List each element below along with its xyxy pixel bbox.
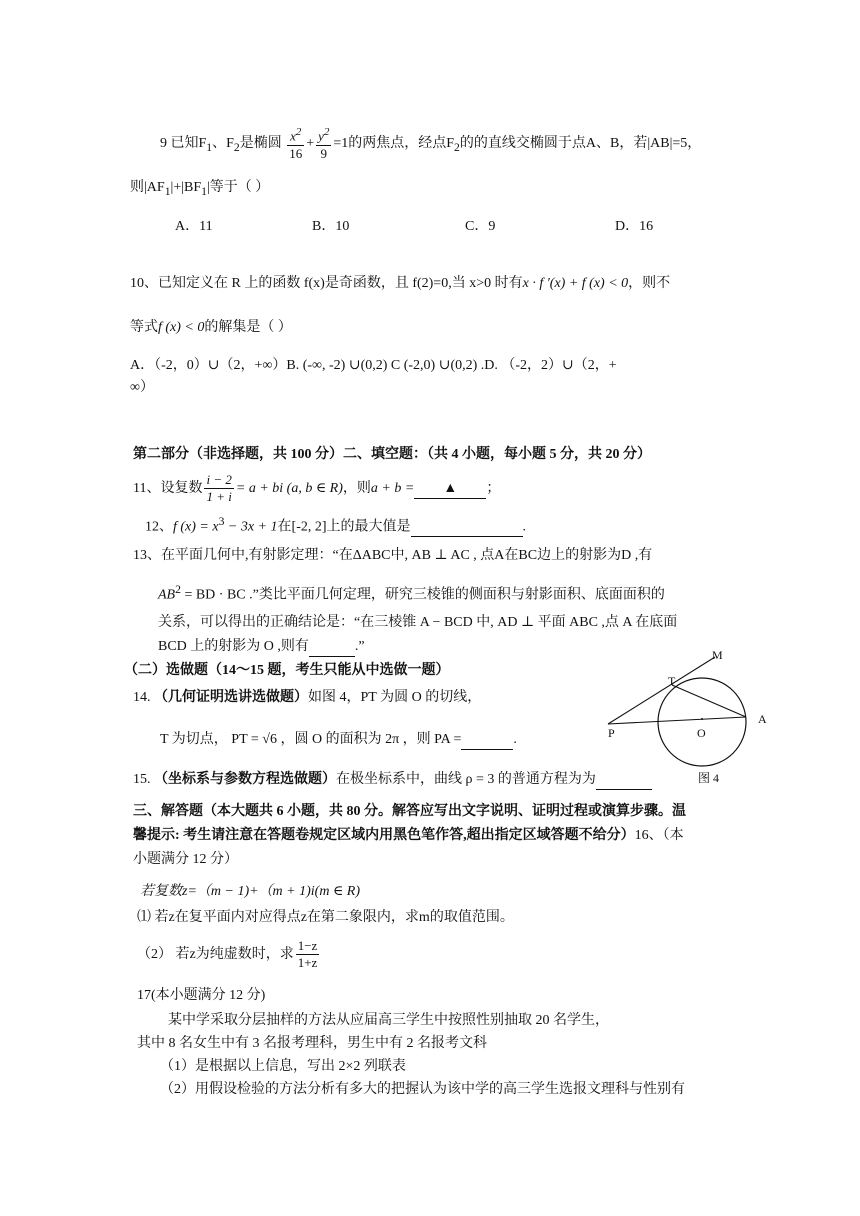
- q9-frac2-num: y: [318, 128, 324, 144]
- figure-label-a: A: [758, 712, 767, 726]
- q14-line2: [160, 732, 517, 750]
- q14-line2-a: T 为切点， PT = √6 ，圆 O 的面积为 2π ，则 PA =: [160, 732, 462, 747]
- figure-label-m: M: [712, 648, 723, 662]
- q9-line2-b: |+|BF: [170, 180, 202, 195]
- q9-sub-2: 2: [233, 140, 240, 154]
- q17-line1: 17(本小题满分 12 分): [137, 988, 266, 1003]
- q14-tag: （几何证明选讲选做题）: [154, 690, 308, 705]
- q11-expr: a + b =: [370, 480, 415, 496]
- q10-line2-a: 等式: [130, 320, 158, 335]
- q9-line1: [160, 126, 701, 162]
- q12-line: [145, 515, 526, 537]
- q10-inequality: x · f ′(x) + f (x) < 0: [522, 276, 629, 291]
- q13-line1: 13、在平面几何中,有射影定理：“在ΔABC中, AB ⊥ AC , 点A在BC边上的射影为D ,有: [133, 548, 653, 563]
- q9-frac1-sup: 2: [295, 126, 302, 138]
- part2-heading: 第二部分（非选择题，共 100 分）二、填空题：（共 4 小题，每小题 5 分，共 20 分）: [133, 447, 651, 462]
- part3-line1: 三、解答题（本大题共 6 小题，共 80 分。解答应写出文字说明、证明过程或演算步骤。温: [133, 804, 686, 819]
- q10-options-cont: ∞）: [130, 380, 154, 395]
- q13-ab: AB: [158, 587, 176, 603]
- q10-line2-b: 的解集是（ ）: [204, 320, 292, 335]
- figure-circle: [658, 678, 746, 766]
- q11-equation: = a + bi (a, b ∈ R): [235, 480, 343, 496]
- q17-line4: （1）是根据以上信息，写出 2×2 列联表: [160, 1059, 406, 1074]
- q11-answer-blank: [414, 481, 486, 499]
- q13-line4-a: BCD 上的射影为 O ,则有: [158, 639, 309, 654]
- q16-line2: ⑴ 若z在复平面内对应得点z在第二象限内，求m的取值范围。: [137, 910, 514, 925]
- q9-text-d: 的的直线交椭圆于点A、B，若|AB|=5，: [459, 136, 702, 152]
- q15-rest: 在极坐标系中，曲线 ρ = 3 的普通方程为为: [336, 772, 596, 787]
- part3-line2: [133, 828, 684, 845]
- q16-line3-a: （2） 若z为纯虚数时，求: [137, 946, 294, 962]
- figure-center-dot: [701, 718, 703, 720]
- q9-sub-1: 1: [206, 140, 213, 154]
- figure-label-o: O: [697, 726, 706, 740]
- q9-frac1-num: x: [290, 128, 296, 144]
- q9-plus: +: [306, 136, 315, 152]
- q11-triangle-marker: ▲: [443, 480, 458, 496]
- q9-option-d: D．16: [615, 219, 654, 234]
- q16-frac-den: 1+z: [297, 955, 318, 971]
- q9-option-b: B．10: [312, 219, 350, 234]
- q11-prefix: 11、设复数: [133, 480, 203, 496]
- part3-reminder: 馨提示: 考生请注意在答题卷规定区域内用黑色笔作答,超出指定区域答题不给分）: [133, 828, 635, 843]
- q14-answer-blank: [461, 732, 513, 750]
- figure-line-pa: [608, 717, 746, 724]
- q9-line2-a: 则|AF: [130, 180, 165, 195]
- q14-num: 14.: [133, 690, 151, 705]
- q14-line2-b: .: [513, 732, 517, 747]
- q13-line2-rest: = BD · BC .”类比平面几何定理，研究三棱锥的侧面积与射影面积、底面面积的: [180, 587, 665, 603]
- q12-func-rest: − 3x + 1: [224, 519, 278, 535]
- figure-label-t: T: [668, 674, 676, 688]
- figure-4-diagram: [600, 645, 800, 785]
- q9-line2: [130, 180, 269, 199]
- q16-fraction: [296, 938, 320, 972]
- q9-frac2-den: 9: [320, 145, 327, 161]
- q9-text-c: =1的两焦点，经点F: [333, 136, 455, 152]
- q10-line1: [130, 276, 670, 293]
- q12-answer-blank: [411, 520, 523, 538]
- q9-frac1-den: 16: [289, 145, 303, 161]
- q17-line5: （2）用假设检验的方法分析有多大的把握认为该中学的高三学生选报文理科与性别有: [160, 1082, 685, 1097]
- q11-end: ；: [486, 480, 501, 496]
- q12-sup: 3: [218, 515, 225, 528]
- q16-line3: [137, 938, 321, 972]
- q10-text-a: 10、已知定义在 R 上的函数 f(x)是奇函数，且 f(2)=0,当 x>0 时有: [130, 276, 523, 291]
- q9-sub-3: 2: [454, 140, 460, 154]
- figure-line-pm: [608, 657, 715, 724]
- q12-prefix: 12、: [145, 519, 173, 535]
- part3-line3: 小题满分 12 分）: [133, 852, 238, 867]
- q9-text-a: 9 已知F: [160, 136, 207, 152]
- q13-answer-blank: [309, 639, 355, 657]
- figure-caption: 图 4: [698, 771, 720, 785]
- q11-frac-den: 1 + i: [206, 489, 232, 505]
- q15-line: [133, 772, 652, 790]
- q10-line2: [130, 320, 292, 337]
- q17-line3: 其中 8 名女生中有 3 名报考理科，男生中有 2 名报考文科: [137, 1036, 487, 1051]
- q9-text-b: 是椭圆: [239, 136, 282, 152]
- q15-tag: （坐标系与参数方程选做题）: [154, 772, 336, 787]
- figure-line-ta: [672, 685, 746, 717]
- q15-num: 15.: [133, 772, 151, 787]
- q13-line2: [158, 583, 665, 604]
- q13-line4: [158, 639, 365, 657]
- part3-q16-start: 16、（本: [634, 828, 684, 843]
- q15-answer-blank: [596, 772, 652, 790]
- q9-option-a: A．11: [175, 219, 213, 234]
- q11-fraction: [204, 472, 233, 506]
- q16-line1: 若复数z=（m − 1)+（m + 1)i(m ∈ R): [140, 884, 361, 899]
- q9-sub-4: 1: [164, 184, 171, 198]
- q9-fraction-y: [316, 126, 331, 162]
- q10-options: A．（-2，0）∪（2，+∞）B. (-∞, -2) ∪(0,2) C (-2,0) ∪(0,2) .D. （-2，2）∪（2，+: [130, 358, 617, 373]
- q10-text-b: ，则不: [628, 276, 671, 291]
- q9-frac2-sup: 2: [323, 126, 330, 138]
- q9-sub-5: 1: [201, 184, 207, 198]
- q9-fraction-x: [287, 126, 304, 162]
- q12-middle: 在[-2, 2]上的最大值是: [277, 519, 411, 535]
- q14-line1-rest: 如图 4，PT 为圆 O 的切线，: [308, 690, 482, 705]
- elective-heading: （二）选做题（14～15 题，考生只能从中选做一题）: [124, 663, 450, 678]
- q9-option-c: C．9: [465, 219, 496, 234]
- q12-end: .: [522, 519, 527, 535]
- q11-then: ，则: [342, 480, 371, 496]
- q14-line1: [133, 690, 481, 707]
- q9-line2-c: |等于（ ）: [206, 180, 270, 195]
- q11-line: [133, 472, 500, 506]
- q12-func: f (x) = x: [173, 519, 219, 535]
- q9-sep: 、F: [212, 136, 234, 152]
- q13-line3: 关系，可以得出的正确结论是：“在三棱锥 A − BCD 中, AD ⊥ 平面 ABC ,点 A 在底面: [158, 615, 678, 630]
- figure-label-p: P: [608, 726, 615, 740]
- q17-line2: 某中学采取分层抽样的方法从应届高三学生中按照性别抽取 20 名学生，: [168, 1013, 609, 1028]
- q13-sup: 2: [175, 583, 181, 596]
- q13-line4-b: .”: [354, 639, 365, 654]
- q10-line2-math: f (x) < 0: [158, 320, 205, 335]
- q11-frac-num: i − 2: [204, 472, 233, 489]
- q16-frac-num: 1−z: [296, 938, 320, 955]
